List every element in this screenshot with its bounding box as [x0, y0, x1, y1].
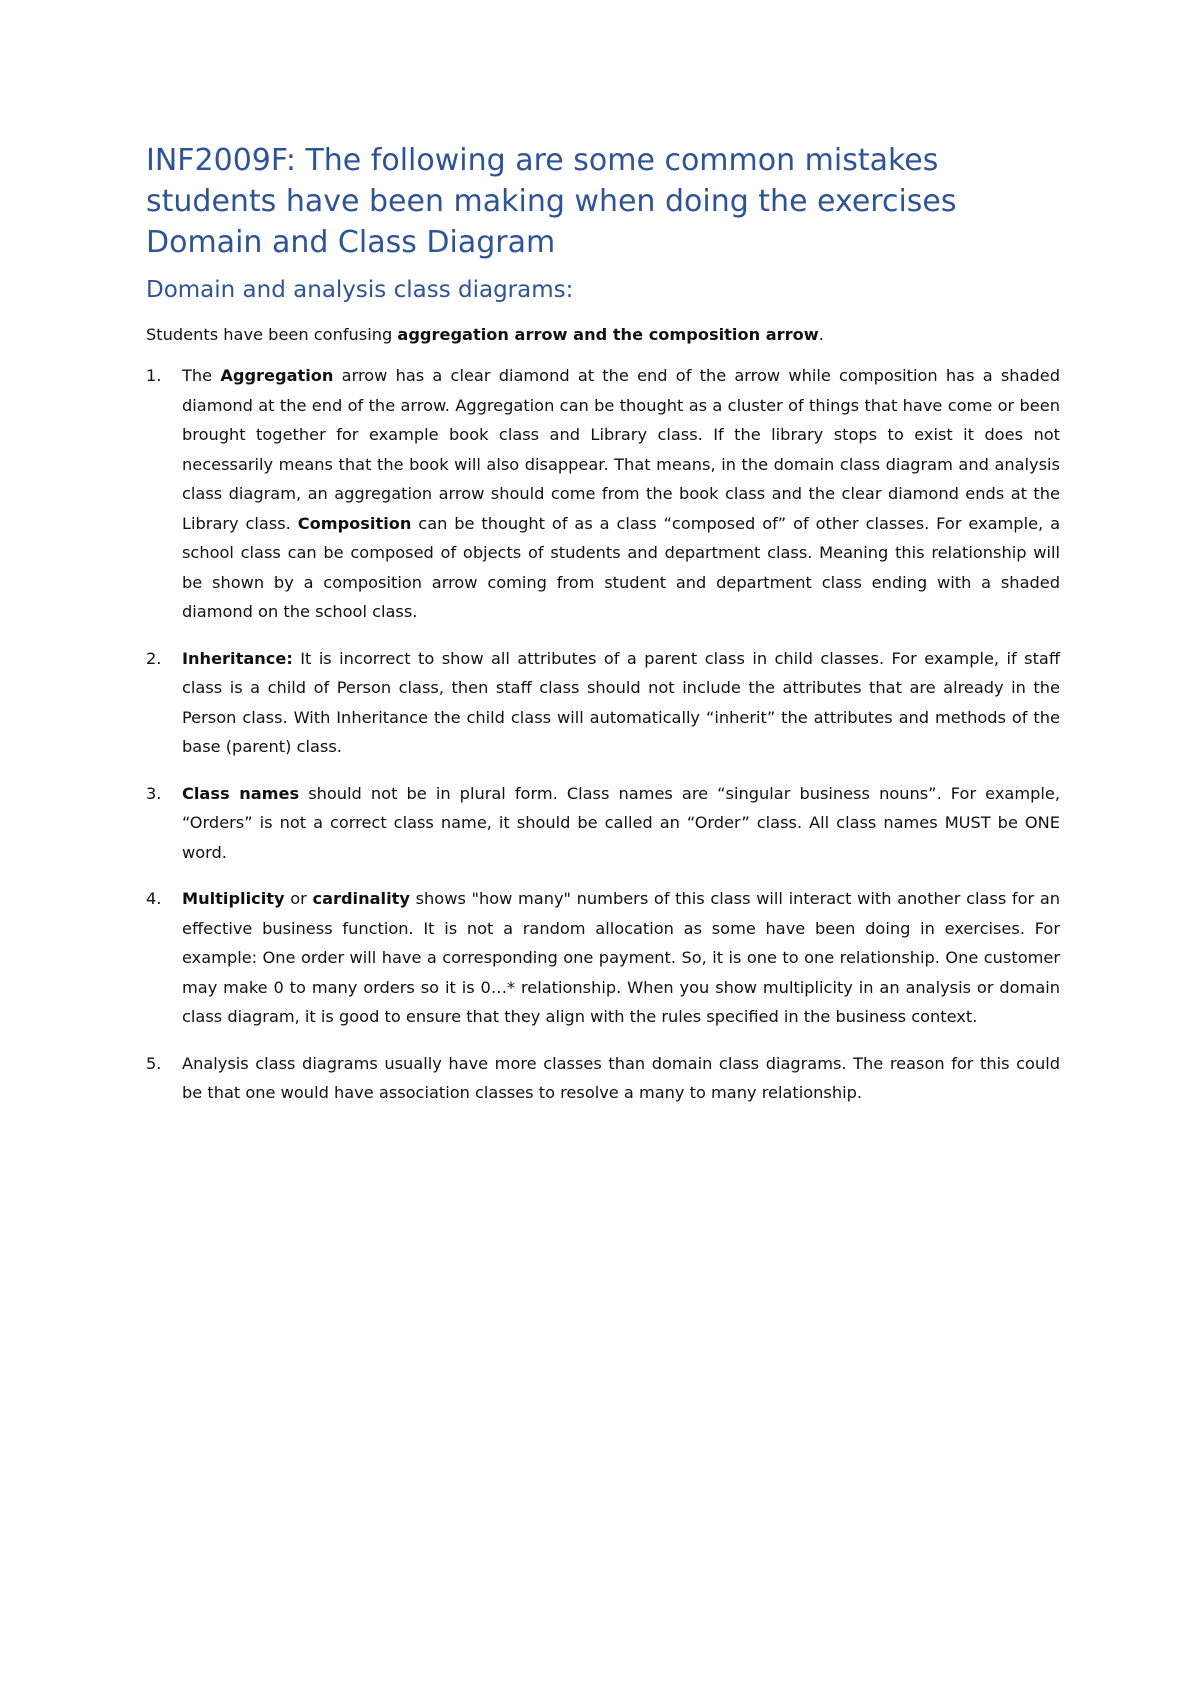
- item-bold-term: Multiplicity: [182, 889, 285, 908]
- list-item-number: 5.: [146, 1053, 162, 1073]
- item-text: arrow has a clear diamond at the end of the arrow while composition has a shaded diamond at the end of the arrow. Aggregation can be thought as a cluster of things that have come or been brought together for example book class and Library class. If the library stops to exist it does not necessarily means that the book will also disappear. That means, in the domain class diagram and analysis class diagram, an aggregation arrow should come from the book class and the clear diamond ends at the Library class.: [182, 366, 1060, 533]
- item-text: or: [284, 889, 313, 908]
- intro-paragraph: [146, 323, 1060, 347]
- list-item-aggregation: [146, 361, 1060, 627]
- list-item-analysis-classes: [146, 1049, 1060, 1108]
- item-text: It is incorrect to show all attributes of a parent class in child classes. For example, if staff class is a child of Person class, then staff class should not include the attributes that are already in the Person class. With Inheritance the child class will automatically “inherit” the attributes and methods of the base (parent) class.: [182, 648, 1060, 756]
- item-bold-term: Class names: [182, 783, 300, 803]
- item-text: can be thought of as a class “composed of” of other classes. For example, a school class can be composed of objects of students and department class. Meaning this relationship will be shown by a composition arrow coming from student and department class ending with a shaded diamond on the school class.: [182, 513, 1060, 621]
- list-item-number: 4.: [146, 889, 162, 908]
- intro-text: Students have been confusing: [146, 325, 398, 344]
- item-text: should not be in plural form. Class names are “singular business nouns”. For example, “Orders” is not a correct class name, it should be called an “Order” class. All class names MUST be ONE word.: [182, 783, 1060, 862]
- document-content: [146, 140, 1060, 1125]
- list-item-multiplicity: [146, 884, 1060, 1032]
- document-title: INF2009F: The following are some common mistakes students have been making when doing the exercises Domain and Class Diagram: [146, 143, 957, 260]
- mistakes-list: [146, 361, 1060, 1108]
- intro-bold-text: aggregation arrow and the composition arrow: [397, 325, 819, 344]
- list-item-number: 3.: [146, 783, 162, 803]
- list-item-class-names: [146, 779, 1060, 868]
- list-item-inheritance: [146, 644, 1060, 762]
- intro-suffix: .: [818, 325, 824, 344]
- item-bold-term: Inheritance:: [182, 648, 293, 668]
- item-text: Analysis class diagrams usually have more classes than domain class diagrams. The reason for this could be that one would have association classes to resolve a many to many relationship.: [182, 1053, 1060, 1102]
- item-text: shows "how many" numbers of this class will interact with another class for an effective business function. It is not a random allocation as some have been doing in exercises. For example: One order will have a corresponding one payment. So, it is one to one relationship. One customer may make 0 to many orders so it is 0…* relationship. When you show multiplicity in an analysis or domain class diagram, it is good to ensure that they align with the rules specified in the business context.: [182, 889, 1060, 1026]
- section-heading: Domain and analysis class diagrams:: [146, 277, 574, 303]
- item-bold-term: cardinality: [312, 889, 410, 908]
- item-bold-term: Aggregation: [220, 366, 334, 385]
- list-item-number: 2.: [146, 648, 162, 668]
- list-item-number: 1.: [146, 366, 162, 385]
- item-text: The: [182, 366, 221, 385]
- item-bold-term: Composition: [297, 513, 412, 533]
